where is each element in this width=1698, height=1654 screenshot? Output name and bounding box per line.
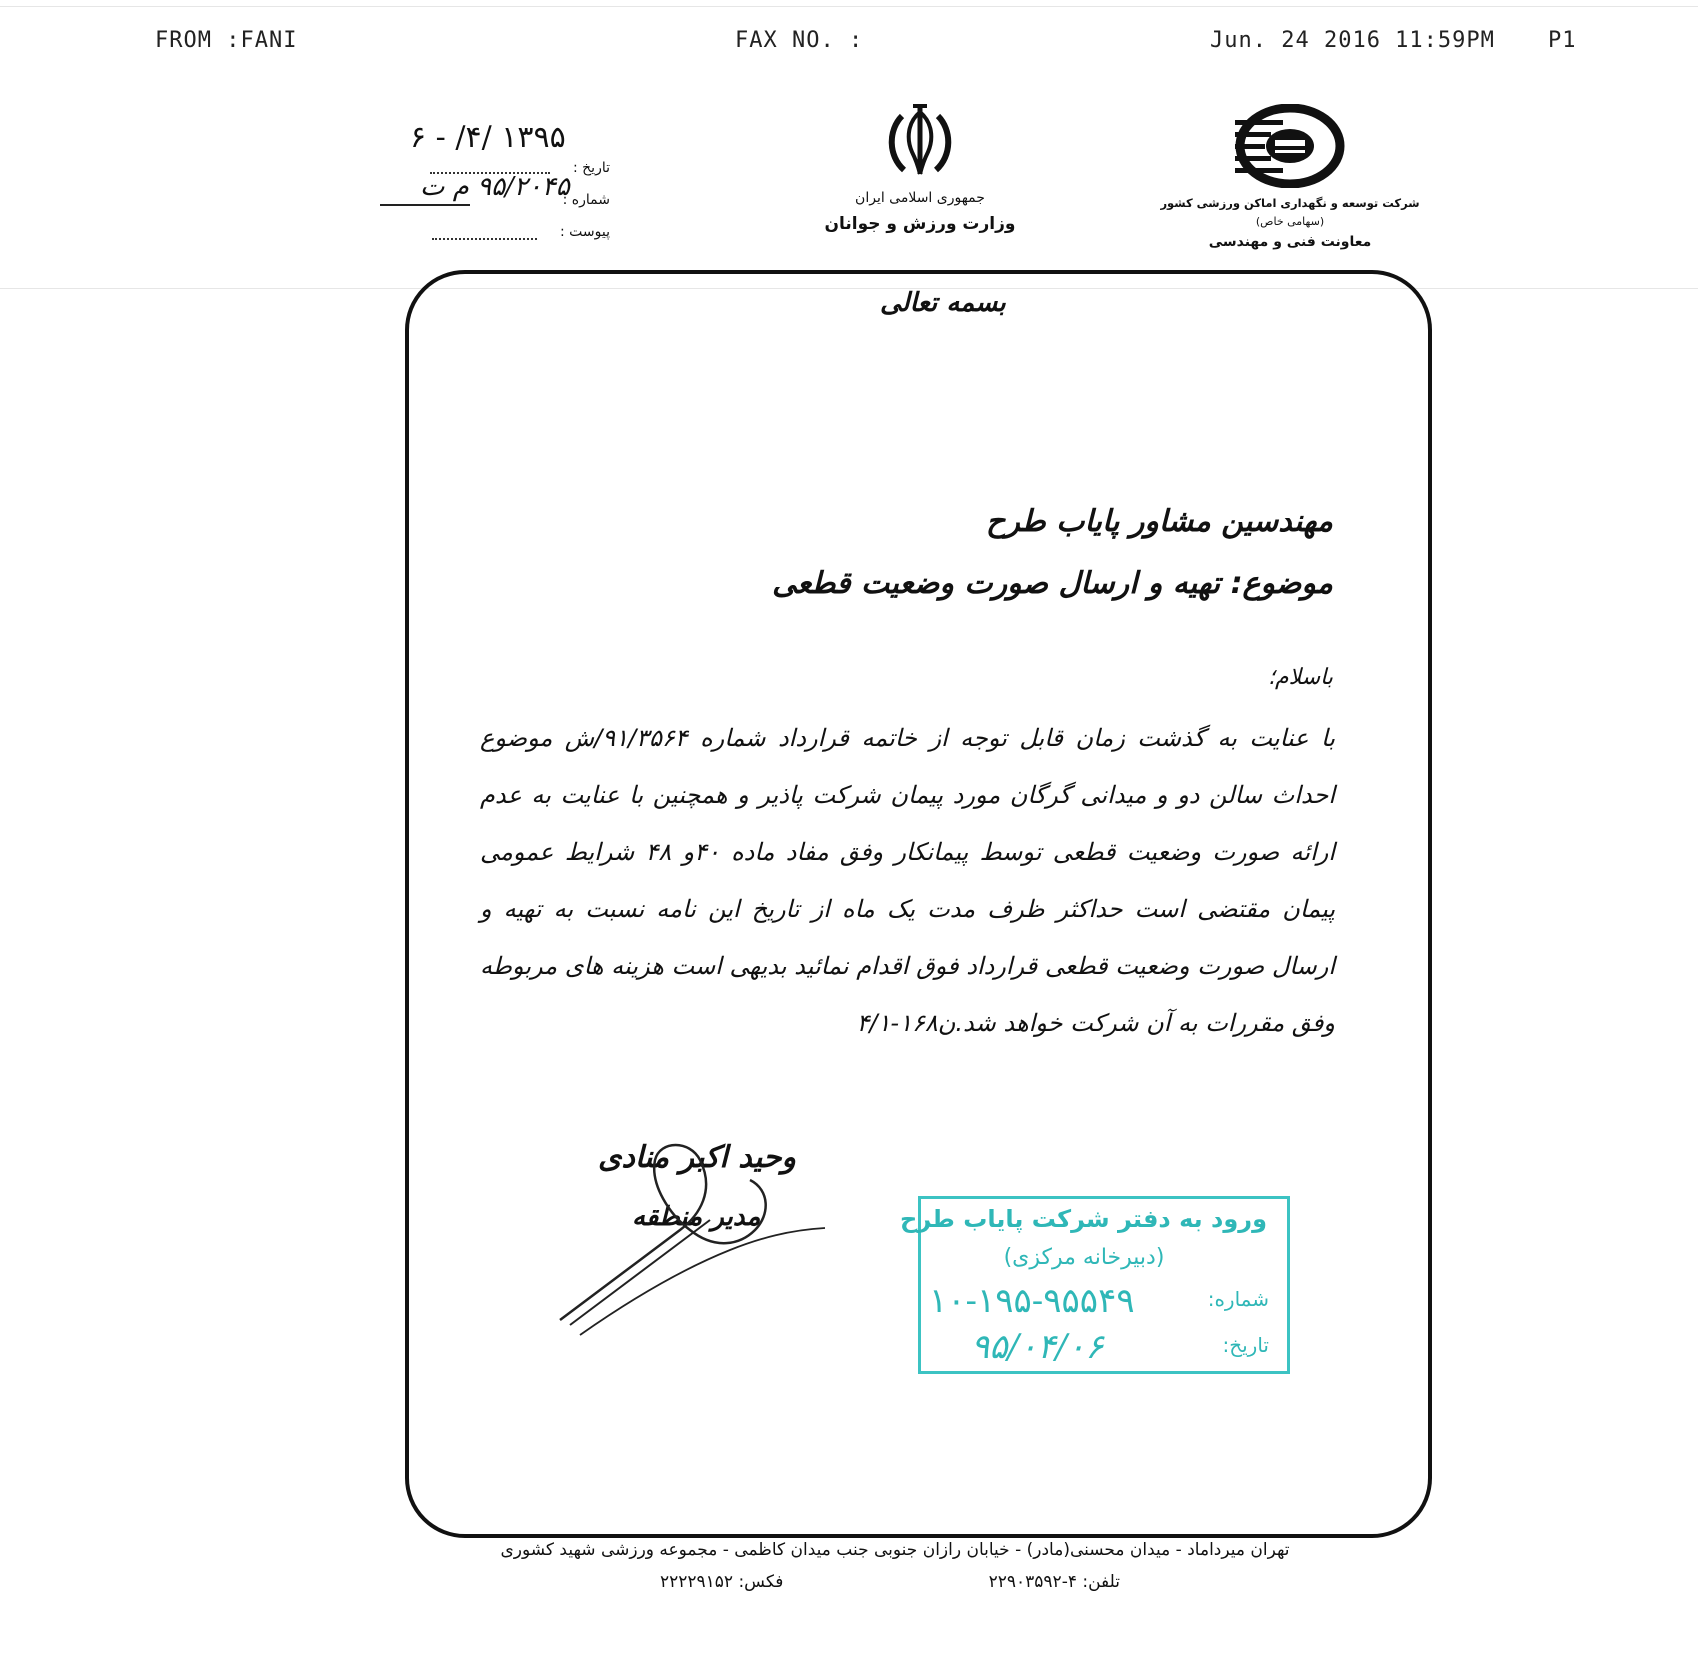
department-name: معاونت فنی و مهندسی <box>1208 234 1372 250</box>
footer-contacts <box>660 1572 1120 1592</box>
signer-name: وحید اکبر منادی <box>598 1140 797 1175</box>
attachment-label: پیوست : <box>560 224 610 240</box>
stamp-date-value: ۹۵/۰۴/۰۶ <box>971 1327 1104 1367</box>
ministry-name: وزارت ورزش و جوانان <box>824 214 1016 234</box>
letter-subject: موضوع: تهیه و ارسال صورت وضعیت قطعی <box>772 566 1333 601</box>
number-underline <box>380 204 470 206</box>
handwritten-number: ۹۵/۲۰۴۵ م ت <box>420 172 570 202</box>
government-name: جمهوری اسلامی ایران <box>855 190 985 206</box>
footer-phone: تلفن: ۴-۲۲۹۰۳۵۹۲ <box>988 1572 1120 1592</box>
number-label: شماره : <box>562 192 610 208</box>
footer-address: تهران میرداماد - میدان محسنی(مادر) - خیابان رازان جنوبی جنب میدان کاظمی - مجموعه ورزشی شهید کشوری <box>500 1540 1290 1560</box>
iran-emblem-icon <box>880 100 960 180</box>
stamp-number-value: ۱۰-۱۹۵-۹۵۵۴۹ <box>929 1281 1135 1321</box>
signer-title: مدیر منطقه <box>632 1202 761 1232</box>
stamp-date-label: تاریخ: <box>1222 1333 1269 1357</box>
fax-datetime: Jun. 24 2016 11:59PM <box>1210 28 1495 53</box>
fax-page: P1 <box>1548 28 1577 53</box>
attachment-dotted-line <box>432 238 537 240</box>
letter-body <box>480 710 1335 1052</box>
receipt-stamp <box>900 1196 1290 1374</box>
date-label: تاریخ : <box>572 160 610 176</box>
scan-artifact-line <box>0 6 1698 7</box>
fax-number: FAX NO. : <box>735 28 864 53</box>
company-name: شرکت توسعه و نگهداری اماکن ورزشی کشور <box>1160 196 1420 210</box>
company-type: (سهامی خاص) <box>1255 215 1325 228</box>
company-logo-icon <box>1235 104 1345 188</box>
stamp-title: ورود به دفتر شرکت پایاب طرح <box>900 1205 1267 1233</box>
ministry-header <box>820 100 1020 234</box>
letter-body-text: با عنایت به گذشت زمان قابل توجه از خاتمه قرارداد شماره ۹۱/۳۵۶۴/ش موضوع احداث سالن دو و میدانی گرگان مورد پیمان شرکت پاذیر و همچنین با عنایت به عدم ارائه صورت وضعیت قطعی توسط پیمانکار وفق مفاد ماده ۴۰و ۴۸ شرایط عمومی پیمان مقتضی است حداکثر ظرف مدت یک ماه از تاریخ این نامه نسبت به تهیه و ارسال صورت وضعیت قطعی قرارداد فوق اقدام نمائید بدیهی است هزینه های مربوطه وفق مقررات به آن شرکت خواهد شد.ن۱۶۸-۴/۱ <box>480 724 1336 1037</box>
stamp-subtitle: (دبیرخانه مرکزی) <box>1003 1245 1165 1270</box>
fax-from: FROM :FANI <box>155 28 298 53</box>
stamp-number-label: شماره: <box>1207 1287 1269 1311</box>
letter-meta <box>380 120 610 250</box>
letter-recipient: مهندسین مشاور پایاب طرح <box>985 504 1333 539</box>
footer-fax: فکس: ۲۲۲۲۹۱۵۲ <box>660 1572 784 1592</box>
handwritten-date: ۱۳۹۵ /۴/ - ۶ <box>410 120 566 155</box>
company-header <box>1150 104 1430 250</box>
basmala: بسمه تعالی <box>880 288 1006 318</box>
letter-greeting: باسلام؛ <box>1267 665 1333 690</box>
